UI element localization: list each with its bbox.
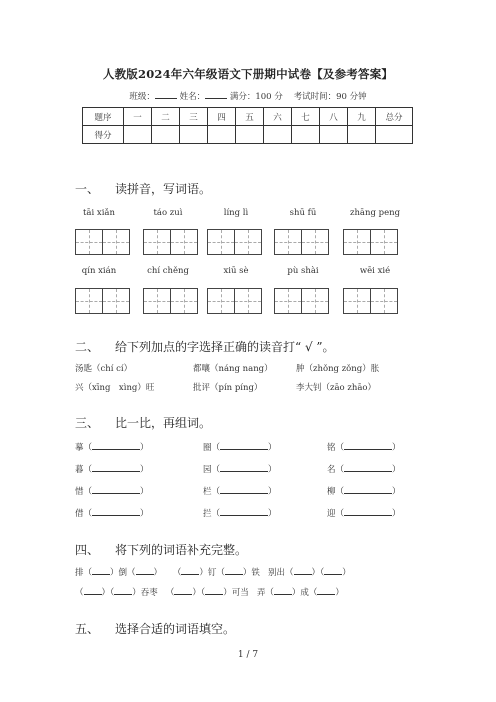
score-cell[interactable] (180, 126, 208, 144)
idiom-line-1 (75, 566, 351, 578)
section-instruction: 比一比，再组词。 (115, 416, 212, 430)
answer-blank[interactable] (92, 566, 110, 575)
pronunciation-item[interactable]: 肿（zhǒng zǒng）胀 (296, 364, 380, 374)
idiom-text: ）倒（ (110, 568, 136, 578)
section-number: 五、 (75, 622, 100, 636)
table-cell: 二 (152, 108, 180, 126)
idiom-text: ） (335, 588, 344, 598)
paren: ） (392, 443, 401, 453)
paren: ） (268, 509, 277, 519)
paren: ） (140, 443, 149, 453)
compare-item[interactable] (75, 485, 149, 497)
writing-grid[interactable] (143, 229, 198, 255)
idiom-text: 弄（ (256, 588, 274, 598)
page-number: 1 / 7 (237, 650, 259, 660)
answer-blank[interactable] (84, 586, 102, 595)
idiom-line-2 (75, 586, 344, 598)
section-4-heading (75, 541, 247, 558)
answer-blank[interactable] (136, 566, 154, 575)
compare-item[interactable] (75, 441, 149, 453)
table-cell: 九 (348, 108, 376, 126)
section-instruction: 读拼音，写词语。 (115, 182, 212, 196)
answer-blank[interactable] (92, 441, 140, 450)
pinyin-label: zhāng peng (349, 208, 401, 218)
pronunciation-item[interactable]: 汤匙（chí cí） (75, 364, 133, 374)
table-cell: 三 (180, 108, 208, 126)
table-cell: 题序 (83, 108, 124, 126)
table-cell: 七 (292, 108, 320, 126)
writing-grid[interactable] (207, 229, 262, 255)
score-cell[interactable] (236, 126, 264, 144)
table-cell: 四 (208, 108, 236, 126)
paren: ） (392, 487, 401, 497)
idiom-text: ）铁 (242, 568, 260, 578)
char-label: 借（ (75, 509, 93, 519)
section-instruction: 选择合适的词语填空。 (115, 622, 236, 636)
compare-item[interactable] (327, 463, 401, 475)
pinyin-label: wēi xié (359, 266, 391, 276)
section-2-heading (75, 338, 335, 355)
class-blank (155, 90, 177, 99)
table-cell: 总分 (376, 108, 413, 126)
paren: ） (140, 487, 149, 497)
table-cell: 五 (236, 108, 264, 126)
answer-blank[interactable] (114, 586, 132, 595)
answer-blank[interactable] (220, 485, 268, 494)
full-score: 满分：100 分 (229, 92, 283, 102)
idiom-text: ）吞枣 (132, 588, 158, 598)
idiom-text: ） (342, 568, 351, 578)
section-5-heading (75, 620, 235, 637)
idiom-text: 排（ (75, 568, 93, 578)
char-label: 栏（ (203, 487, 221, 497)
pinyin-label: chí chěng (147, 266, 189, 276)
answer-blank[interactable] (220, 463, 268, 472)
char-label: 拦（ (203, 509, 221, 519)
idiom-text: （ (75, 588, 84, 598)
idiom-text: ） (153, 568, 163, 578)
score-cell[interactable] (124, 126, 152, 144)
score-cell[interactable] (348, 126, 376, 144)
compare-item[interactable] (327, 507, 401, 519)
answer-blank[interactable] (294, 566, 312, 575)
pinyin-label: qín xián (81, 266, 117, 276)
answer-blank[interactable] (205, 586, 223, 595)
char-label: 柳（ (327, 487, 345, 497)
char-label: 圈（ (203, 443, 221, 453)
paren: ） (268, 443, 277, 453)
idiom-text: 别出（ (268, 568, 294, 578)
section-3-heading (75, 414, 211, 431)
idiom-text: （ (165, 588, 175, 598)
pronunciation-item[interactable]: 李大钊（zāo zhāo） (296, 383, 377, 393)
idiom-text: ）（ (311, 568, 325, 578)
table-cell: 一 (124, 108, 152, 126)
score-cell[interactable] (292, 126, 320, 144)
pinyin-label: pù shài (287, 266, 319, 276)
pinyin-label: shū fū (289, 208, 317, 218)
compare-item[interactable] (203, 463, 277, 475)
writing-grid[interactable] (343, 229, 398, 255)
answer-blank[interactable] (344, 485, 392, 494)
exam-info (0, 90, 496, 102)
pronunciation-item[interactable]: 批评（pín píng） (193, 383, 263, 393)
char-label: 暮（ (75, 465, 93, 475)
idiom-text: ）成（ (291, 588, 318, 598)
answer-blank[interactable] (344, 441, 392, 450)
idiom-text: ）（ (192, 588, 206, 598)
table-cell: 得分 (83, 126, 124, 144)
answer-blank[interactable] (220, 507, 268, 516)
char-label: 迎（ (327, 509, 345, 519)
section-instruction: 给下列加点的字选择正确的读音打“ √ ”。 (115, 340, 335, 354)
section-number: 四、 (75, 543, 100, 557)
pinyin-label: táo zuì (153, 208, 183, 218)
answer-blank[interactable] (324, 566, 342, 575)
score-table-header-row (83, 108, 413, 126)
answer-blank[interactable] (317, 586, 335, 595)
answer-blank[interactable] (344, 463, 392, 472)
writing-grid[interactable] (75, 229, 130, 255)
section-number: 一、 (75, 182, 100, 196)
idiom-text: ）（ (101, 588, 115, 598)
compare-item[interactable] (75, 463, 149, 475)
name-blank (205, 90, 227, 99)
compare-item[interactable] (75, 507, 149, 519)
writing-grid[interactable] (207, 288, 262, 314)
char-label: 铭（ (327, 443, 345, 453)
score-cell[interactable] (152, 126, 180, 144)
paren: ） (140, 465, 149, 475)
compare-item[interactable] (327, 441, 401, 453)
writing-grid[interactable] (75, 288, 130, 314)
paren: ） (392, 465, 401, 475)
compare-item[interactable] (203, 441, 277, 453)
document-title: 人教版2024年六年级语文下册期中试卷【及参考答案】 (102, 67, 394, 81)
compare-item[interactable] (203, 485, 277, 497)
section-number: 三、 (75, 416, 100, 430)
score-cell[interactable] (208, 126, 236, 144)
pinyin-label: tāi xiǎn (83, 208, 115, 218)
class-label: 班级： (129, 92, 155, 102)
score-cell[interactable] (376, 126, 413, 144)
section-instruction: 将下列的词语补充完整。 (115, 543, 248, 557)
compare-item[interactable] (203, 507, 277, 519)
pronunciation-item[interactable]: 兴（xīng xìng）旺 (75, 383, 155, 393)
writing-grid[interactable] (274, 288, 329, 314)
answer-blank[interactable] (225, 566, 243, 575)
paren: ） (140, 509, 149, 519)
answer-blank[interactable] (344, 507, 392, 516)
answer-blank[interactable] (92, 485, 140, 494)
pronunciation-item[interactable]: 都嚷（náng nang） (193, 364, 273, 374)
section-number: 二、 (75, 340, 100, 354)
score-table (82, 107, 413, 144)
char-label: 惜（ (75, 487, 93, 497)
writing-grid[interactable] (143, 288, 198, 314)
idiom-text: （ (172, 568, 182, 578)
pinyin-label: líng lì (223, 208, 249, 218)
paren: ） (268, 487, 277, 497)
table-cell: 八 (320, 108, 348, 126)
paren: ） (268, 465, 277, 475)
score-cell[interactable] (320, 126, 348, 144)
compare-item[interactable] (327, 485, 401, 497)
writing-grid[interactable] (274, 229, 329, 255)
table-cell: 六 (264, 108, 292, 126)
writing-grid[interactable] (343, 288, 398, 314)
score-cell[interactable] (264, 126, 292, 144)
idiom-text: ）可当 (223, 588, 249, 598)
answer-blank[interactable] (274, 586, 292, 595)
answer-blank[interactable] (92, 507, 140, 516)
section-1-heading (75, 180, 211, 197)
exam-time: 考试时间：90 分钟 (293, 92, 367, 102)
answer-blank[interactable] (92, 463, 140, 472)
char-label: 名（ (327, 465, 345, 475)
char-label: 园（ (203, 465, 221, 475)
answer-blank[interactable] (181, 566, 199, 575)
paren: ） (392, 509, 401, 519)
char-label: 摹（ (75, 443, 93, 453)
answer-blank[interactable] (220, 441, 268, 450)
answer-blank[interactable] (174, 586, 192, 595)
idiom-text: ）钉（ (199, 568, 225, 578)
name-label: 姓名： (179, 92, 206, 102)
score-table-score-row (83, 126, 413, 144)
pinyin-label: xiū sè (223, 266, 249, 276)
